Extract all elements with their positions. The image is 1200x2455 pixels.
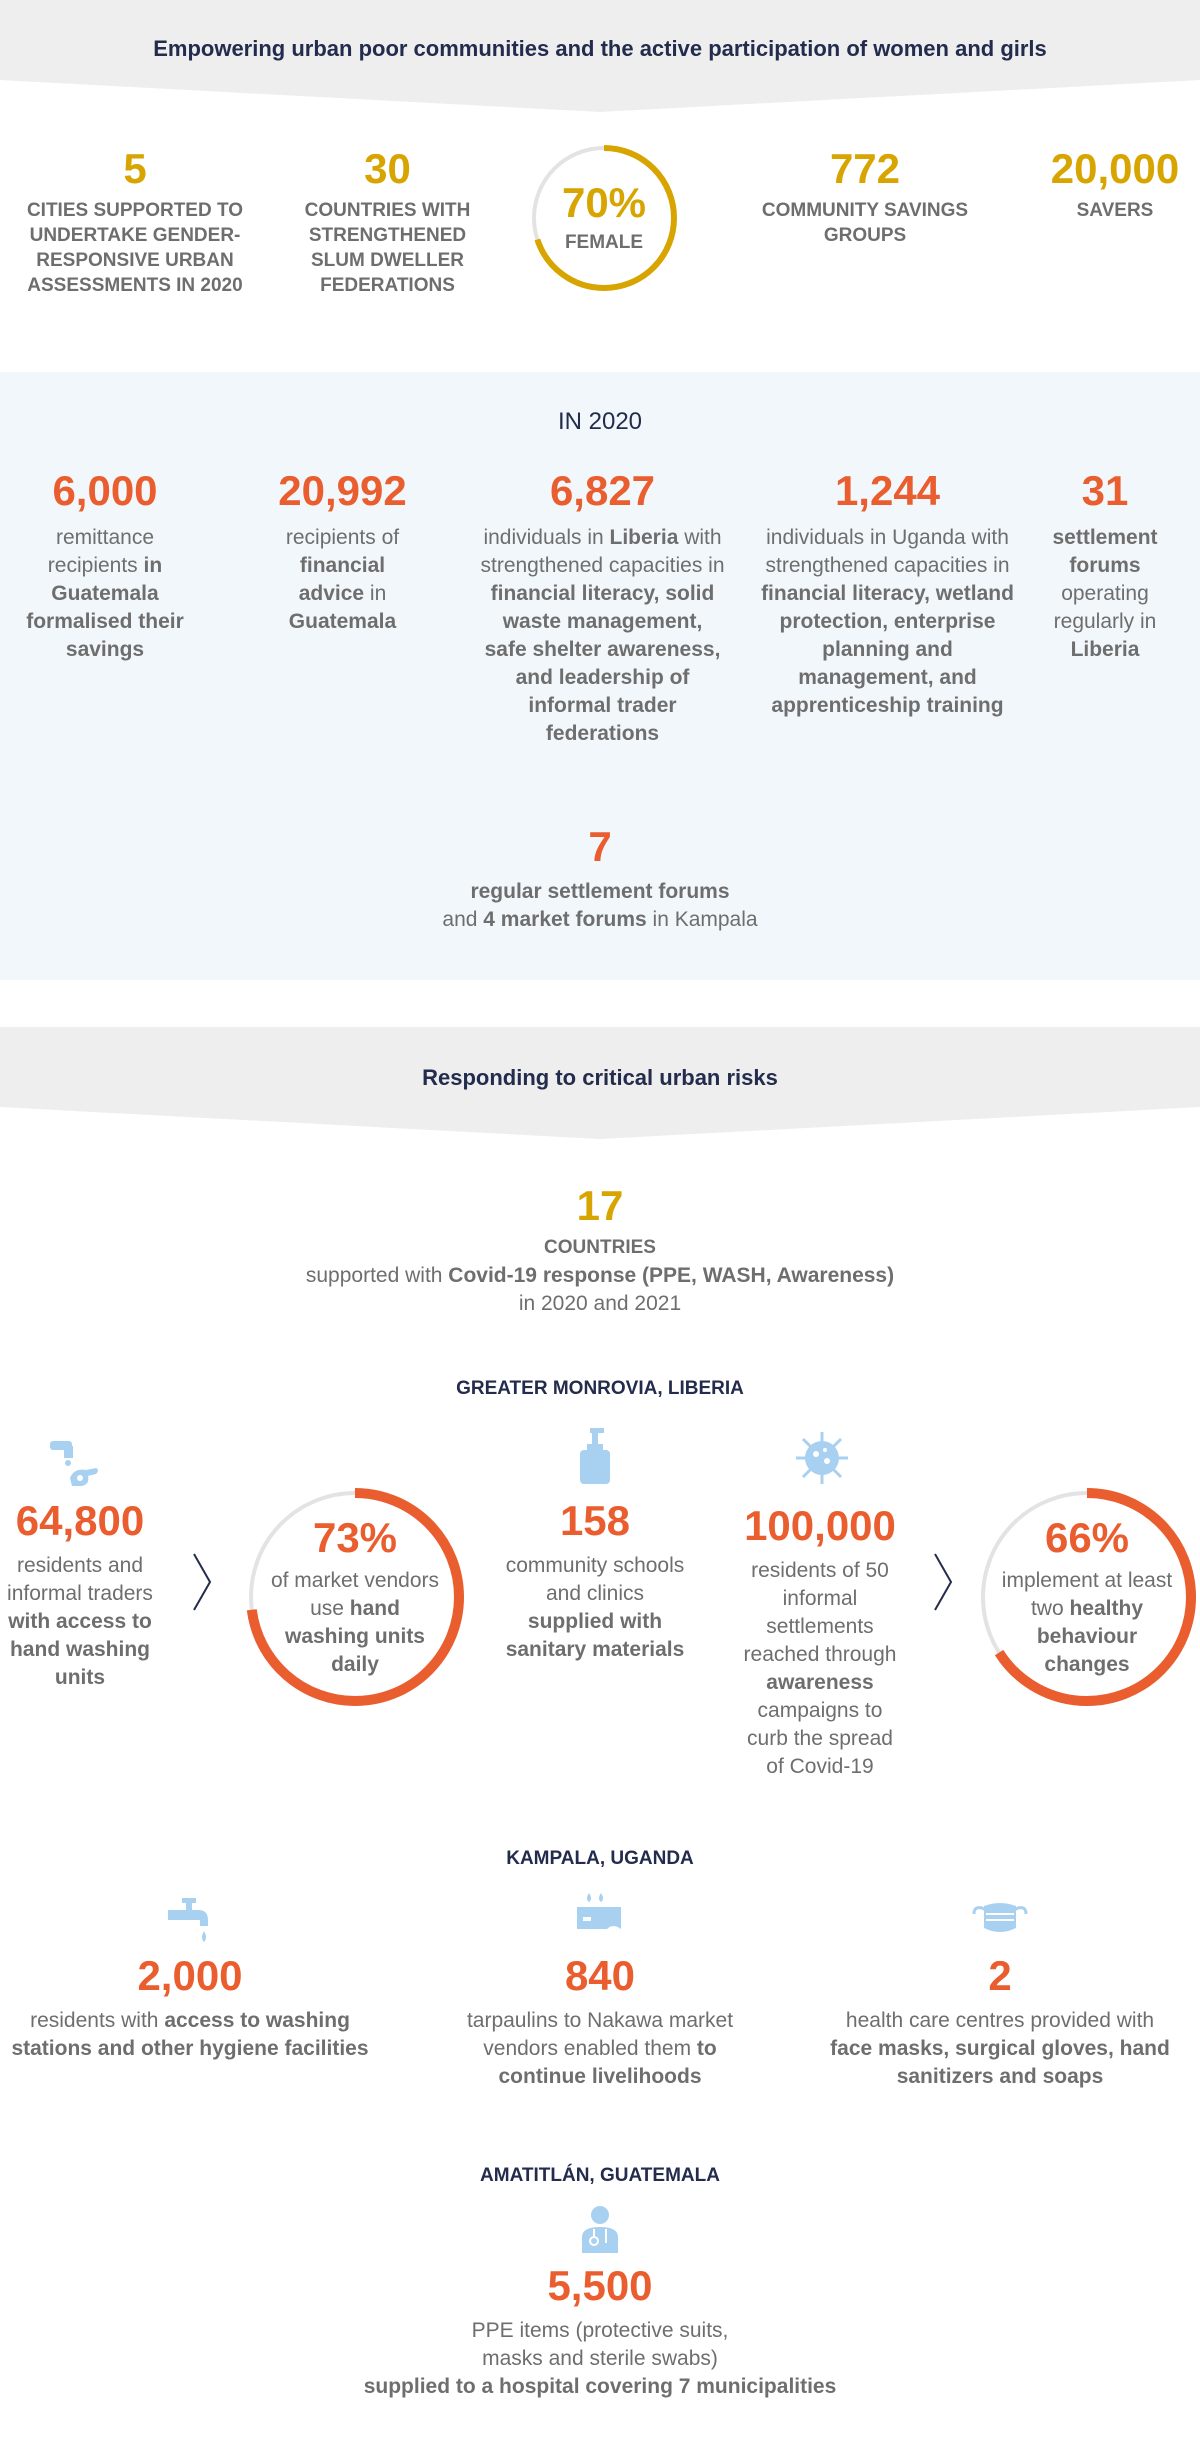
stat-label: SAVERS [1076, 200, 1154, 221]
stat-value: 66% [1044, 1514, 1130, 1561]
stat-line1: PPE items (protective suits, masks and sterile swabs) [471, 2319, 729, 2370]
face-mask-icon [972, 1900, 1028, 1936]
stat-desc: remittance recipients in Guatemala formalised their savings [26, 526, 184, 661]
year2020-heading: IN 2020 [557, 408, 643, 435]
stat-value: 158 [559, 1497, 631, 1544]
tarpaulin-icon [575, 1893, 623, 1943]
stat-value: 772 [829, 145, 901, 192]
stat-value: 73% [312, 1514, 398, 1561]
chevron-right-icon [190, 1552, 214, 1612]
stat-line2: and 4 market forums in Kampala [442, 908, 758, 931]
stat-health-centres [810, 1952, 1190, 2091]
stat-savers [1030, 145, 1200, 223]
stat-value: 7 [588, 823, 612, 870]
section1-title: Empowering urban poor communities and the active participation of women and girls [153, 36, 1047, 61]
stat-label: COUNTRIES [544, 1237, 656, 1258]
stat-desc: residents and informal traders with access to hand washing units [7, 1554, 153, 1689]
stat-desc: residents of 50 informal settlements reached through awareness campaigns to curb the spread of Covid-19 [743, 1559, 897, 1778]
section2-title: Responding to critical urban risks [422, 1065, 778, 1090]
stat-desc: individuals in Liberia with strengthened capacities in financial literacy, solid waste management, safe shelter awareness, and leadership of informal trader federations [480, 526, 725, 745]
stat-value: 5,500 [547, 2262, 653, 2309]
female-label: FEMALE [564, 232, 644, 253]
water-tap-icon [168, 1898, 214, 1944]
sanitizer-bottle-icon [578, 1428, 612, 1486]
stat-awareness [720, 1502, 920, 1781]
stat-value: 6,000 [52, 467, 158, 514]
chevron-right-icon [931, 1552, 955, 1612]
stat-savings-groups [740, 145, 990, 248]
stat-uganda-individuals [760, 467, 1015, 720]
virus-icon [794, 1430, 850, 1486]
stat-kampala-forums [0, 823, 1200, 934]
stat-value: 20,992 [278, 467, 407, 514]
guatemala-heading: AMATITLÁN, GUATEMALA [480, 2165, 720, 2186]
stat-tarpaulins [420, 1952, 780, 2091]
health-worker-icon [580, 2205, 620, 2255]
kampala-heading: KAMPALA, UGANDA [506, 1848, 694, 1869]
stat-value: 31 [1081, 467, 1129, 514]
stat-behaviour-change [997, 1514, 1177, 1679]
stat-value: 6,827 [549, 467, 656, 514]
stat-desc: individuals in Uganda with strengthened capacities in financial literacy, wetland protection, enterprise planning and management, and apprenticeship training [761, 526, 1014, 717]
stat-value: 5 [123, 145, 147, 192]
stat-value: 100,000 [744, 1502, 896, 1549]
stat-liberia-individuals [480, 467, 725, 748]
liberia-heading: GREATER MONROVIA, LIBERIA [456, 1378, 744, 1399]
stat-desc: tarpaulins to Nakawa market vendors enabled them to continue livelihoods [466, 2009, 734, 2088]
stat-value: 2 [988, 1952, 1012, 1999]
stat-value: 1,244 [834, 467, 941, 514]
stat-value: 20,000 [1050, 145, 1180, 192]
stat-hand-washing [0, 1497, 160, 1692]
stat-cities [15, 145, 255, 298]
stat-label: CITIES SUPPORTED TO UNDERTAKE GENDER-RESPONSIVE URBAN ASSESSMENTS IN 2020 [26, 200, 244, 296]
stat-settlement-forums [1040, 467, 1170, 664]
female-stat [528, 179, 680, 255]
stat-value: 2,000 [137, 1952, 243, 1999]
stat-desc: residents with access to washing stations and other hygiene facilities [11, 2009, 369, 2060]
stat-line1: supported with Covid-19 response (PPE, WASH, Awareness) [305, 1264, 895, 1287]
stat-market-vendors [268, 1514, 442, 1679]
stat-value: 64,800 [15, 1497, 145, 1544]
stat-value: 17 [576, 1182, 624, 1229]
stat-desc: community schools and clinics supplied with sanitary materials [505, 1554, 685, 1661]
stat-desc: implement at least two healthy behaviour changes [1001, 1569, 1173, 1676]
stat-desc: of market vendors use hand washing units daily [270, 1569, 440, 1676]
stat-countries-covid [0, 1182, 1200, 1318]
stat-ppe-items [300, 2262, 900, 2401]
stat-washing-stations [0, 1952, 380, 2063]
stat-remittance [10, 467, 200, 664]
stat-desc: settlement forums operating regularly in Liberia [1052, 526, 1158, 661]
stat-financial-advice [245, 467, 440, 636]
stat-desc: recipients of financial advice in Guatemala [285, 526, 400, 633]
stat-line2: in 2020 and 2021 [518, 1292, 682, 1315]
stat-value: 30 [364, 145, 411, 192]
stat-countries [285, 145, 490, 298]
female-value: 70% [561, 179, 647, 226]
stat-label: COMMUNITY SAVINGS GROUPS [761, 200, 969, 246]
stat-line2: supplied to a hospital covering 7 municipalities [363, 2375, 837, 2398]
stat-label: COUNTRIES WITH STRENGTHENED SLUM DWELLER FEDERATIONS [304, 200, 471, 296]
stat-desc: health care centres provided with face masks, surgical gloves, hand sanitizers and soaps [830, 2009, 1170, 2088]
stat-schools-clinics [500, 1497, 690, 1664]
stat-value: 840 [564, 1952, 636, 1999]
hand-washing-icon [50, 1438, 100, 1490]
stat-line1: regular settlement forums [470, 880, 730, 903]
